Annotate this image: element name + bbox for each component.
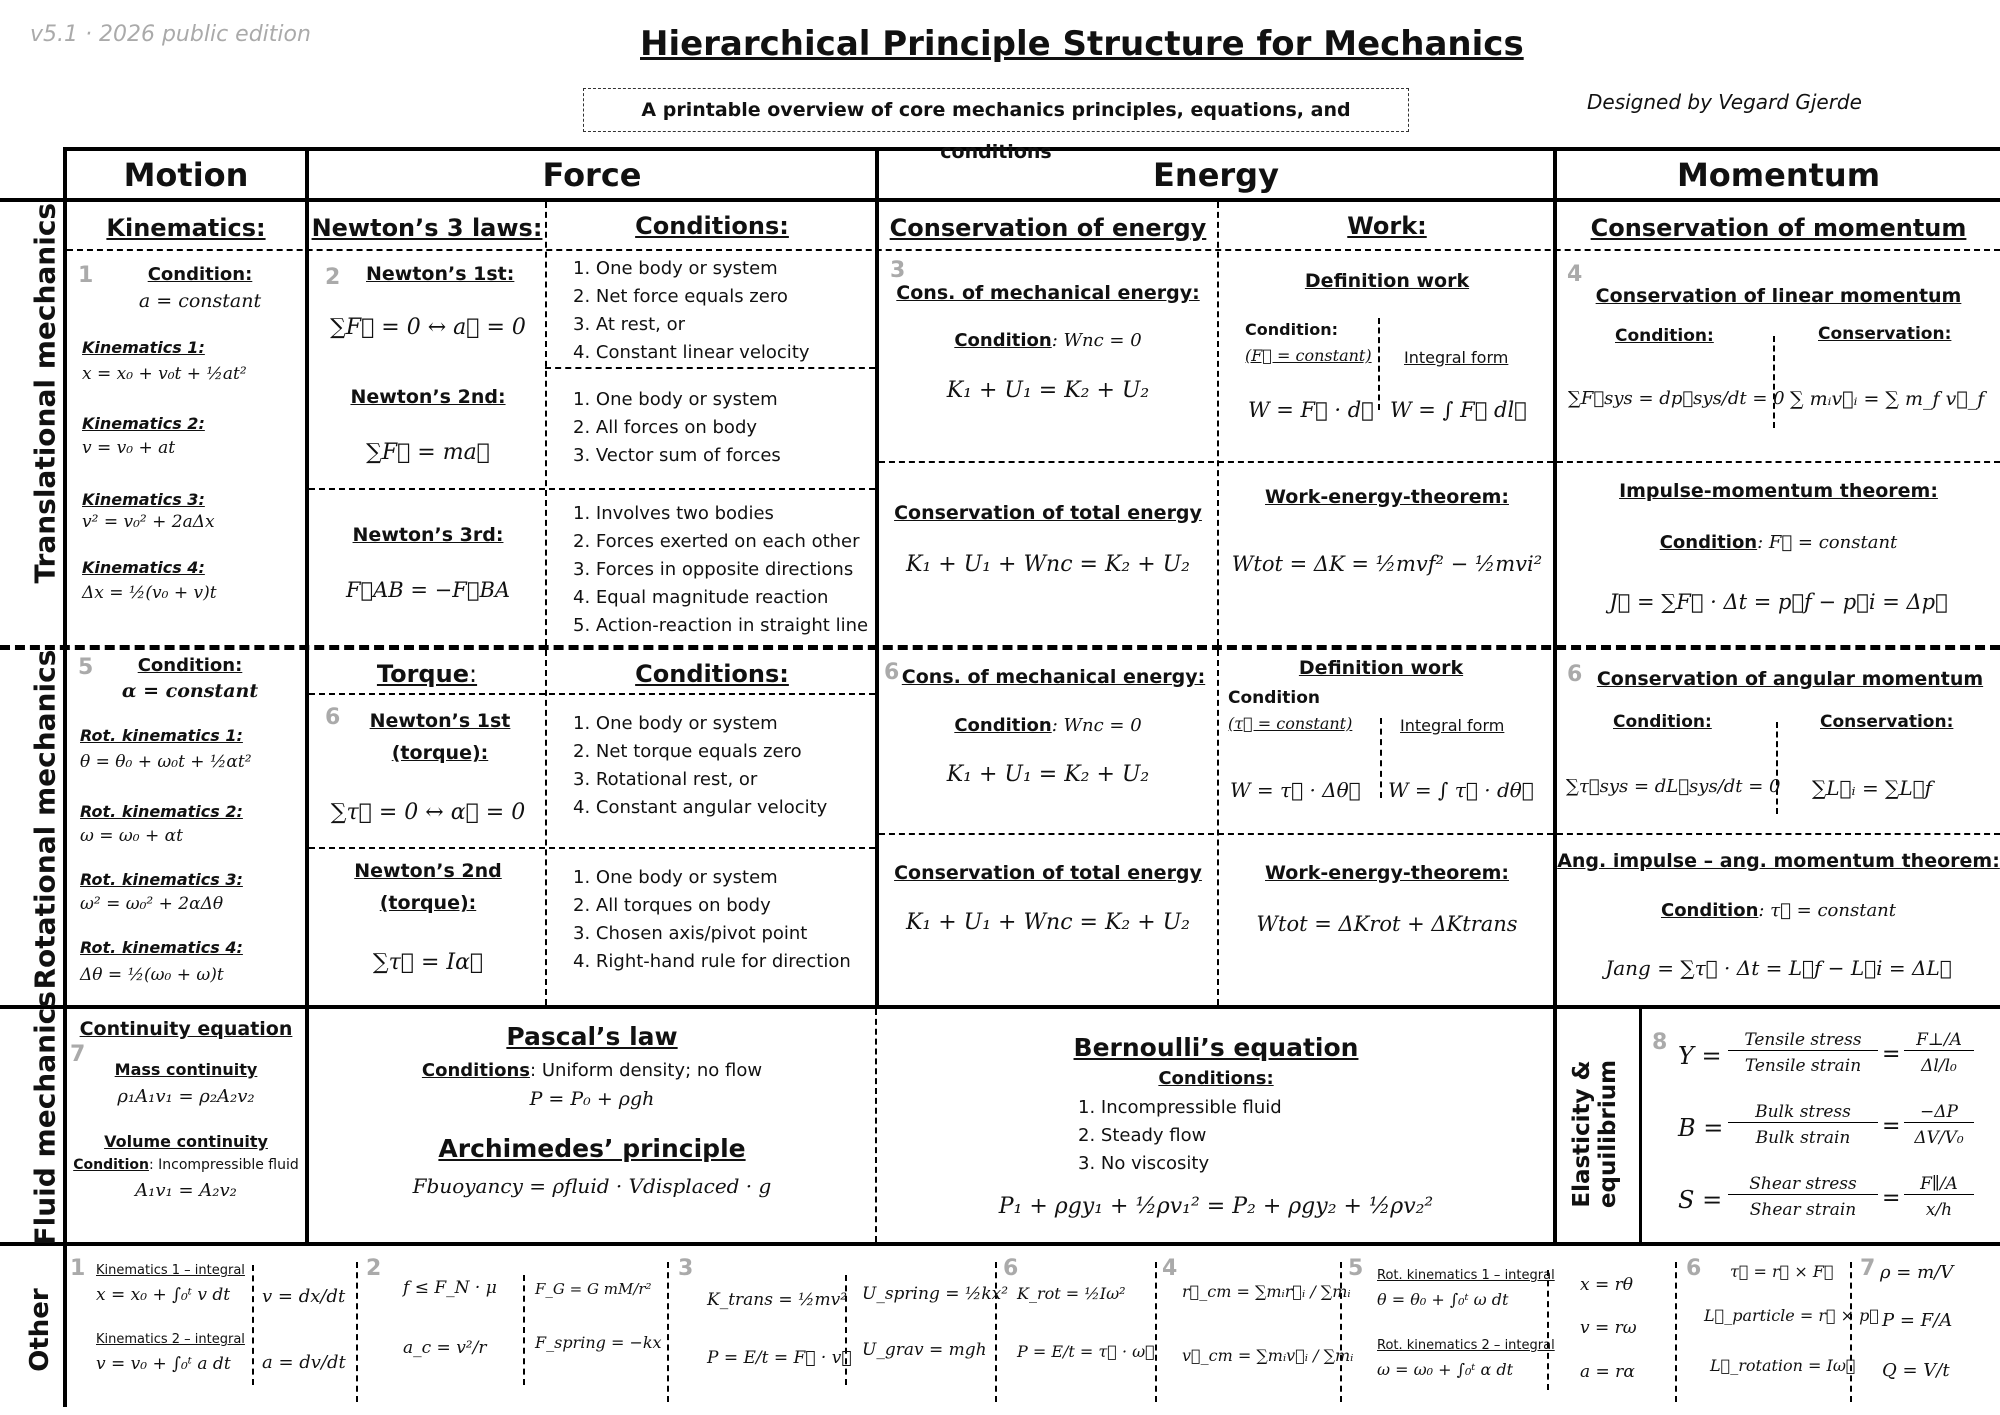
ang-momentum-title: Conservation of angular momentum — [1596, 668, 1984, 690]
box-number: 8 — [1652, 1030, 1668, 1055]
vol-continuity-title: Volume continuity — [104, 1132, 268, 1151]
rotkin4-label: Rot. kinematics 4: — [80, 938, 243, 957]
spring-force-eq: F_spring = −kx — [535, 1333, 662, 1352]
ang-impulse-cond: Condition: τ⃗ = constant — [1660, 900, 1897, 921]
kin2-integral-eq: v = v₀ + ∫₀ᵗ a dt — [96, 1354, 231, 1374]
row-elasticity: Elasticity & equilibrium — [1569, 1059, 1621, 1209]
kin3-label: Kinematics 3: — [82, 490, 205, 509]
kin4-label: Kinematics 4: — [82, 558, 205, 577]
kin1-integral-eq: x = x₀ + ∫₀ᵗ v dt — [96, 1285, 231, 1305]
page-title: Hierarchical Principle Structure for Mechanics — [640, 24, 1524, 64]
box-number: 6 — [884, 660, 900, 685]
ang-mom-rotation-eq: L⃗_rotation = Iω⃗ — [1710, 1356, 1856, 1375]
box-number: 5 — [78, 655, 94, 680]
box-number: 7 — [1860, 1256, 1876, 1281]
archimedes-title: Archimedes’ principle — [438, 1134, 746, 1163]
mom-cons-eq: ∑ mᵢv⃗ᵢ = ∑ m_f v⃗_f — [1790, 388, 1985, 410]
work-cond: (F⃗ = constant) — [1245, 346, 1372, 365]
rot-wet-eq: Wtot = ΔKrot + ΔKtrans — [1256, 912, 1518, 936]
list-item: 2. Steady flow — [1078, 1125, 1207, 1146]
rot-work-eq2: W = ∫ τ⃗ · dθ⃗ — [1388, 778, 1534, 802]
list-item: 3. Forces in opposite directions — [573, 559, 854, 580]
list-item: 1. One body or system — [573, 713, 778, 734]
vol-continuity-eq: A₁v₁ = A₂v₂ — [135, 1180, 237, 1201]
mech-energy-cond: Condition: Wnc = 0 — [954, 330, 1142, 351]
cm-position-eq: r⃗_cm = ∑mᵢr⃗ᵢ / ∑mᵢ — [1182, 1282, 1351, 1301]
bernoulli-title: Bernoulli’s equation — [1073, 1033, 1359, 1062]
subtitle: A printable overview of core mechanics principles, equations, and conditions — [641, 99, 1351, 163]
box-number: 2 — [325, 265, 341, 290]
list-item: 3. At rest, or — [573, 314, 686, 335]
conditions-second-list — [573, 386, 781, 470]
wet-title: Work-energy-theorem: — [1265, 486, 1509, 508]
bulk-modulus-eq: B = Bulk stress Bulk strain = −ΔP ΔV/V₀ — [1678, 1100, 1994, 1156]
newton1-label: Newton’s 1st: — [366, 263, 515, 285]
list-item: 1. Incompressible fluid — [1078, 1097, 1282, 1118]
box-number: 6 — [1686, 1256, 1702, 1281]
density-eq: ρ = m/V — [1880, 1262, 1954, 1283]
work-cond-label: Condition: — [1245, 320, 1338, 339]
box-number: 7 — [70, 1042, 86, 1067]
work-title: Work: — [1347, 212, 1427, 240]
pascal-eq: P = P₀ + ρgh — [529, 1088, 655, 1110]
box-number: 5 — [1348, 1256, 1364, 1281]
lin-momentum-title: Conservation of linear momentum — [1595, 285, 1962, 307]
box-number: 6 — [1003, 1256, 1019, 1281]
kinematics-title: Kinematics: — [106, 214, 266, 242]
newton-title: Newton’s 3 laws: — [311, 214, 543, 242]
box-number: 4 — [1567, 262, 1583, 287]
ang-cons-label: Conservation: — [1820, 712, 1954, 732]
cm-velocity-eq: v⃗_cm = ∑mᵢv⃗ᵢ / ∑mᵢ — [1182, 1346, 1354, 1365]
list-item: 3. Rotational rest, or — [573, 769, 758, 790]
impulse-cond: Condition: F⃗ = constant — [1659, 532, 1898, 553]
rot-total-energy-title: Conservation of total energy — [894, 862, 1202, 884]
tangential-a-eq: a = rα — [1580, 1362, 1635, 1382]
conditions-title: Conditions: — [635, 212, 789, 240]
centripetal-eq: a_c = v²/r — [403, 1338, 487, 1358]
list-item: 1. One body or system — [573, 258, 778, 279]
rotkin2-label: Rot. kinematics 2: — [80, 802, 243, 821]
rot-power-eq: P = E/t = τ⃗ · ω⃗ — [1017, 1342, 1155, 1361]
torque1-label: Newton’s 1st — [369, 710, 511, 732]
rot-total-energy-eq: K₁ + U₁ + Wnc = K₂ + U₂ — [905, 910, 1190, 935]
integral-label: Integral form — [1404, 348, 1509, 367]
list-item: 4. Constant angular velocity — [573, 797, 828, 818]
torque-title: Torque: — [376, 660, 478, 688]
bernoulli-conds-list — [1078, 1094, 1282, 1178]
young-modulus-eq: Y = Tensile stress Tensile strain = F⊥/A Δl/l₀ — [1678, 1028, 1994, 1084]
rot-integral-label: Integral form — [1400, 716, 1505, 735]
list-item: 4. Constant linear velocity — [573, 342, 810, 363]
list-item: 2. All torques on body — [573, 895, 771, 916]
conditions-first-list — [573, 255, 810, 367]
rotkin3-label: Rot. kinematics 3: — [80, 870, 243, 889]
rotkin3-eq: ω² = ω₀² + 2αΔθ — [80, 894, 224, 914]
tangential-v-eq: v = rω — [1580, 1318, 1637, 1338]
col-momentum: Momentum — [1676, 156, 1881, 194]
kin4-eq: Δx = ½(v₀ + v)t — [82, 583, 217, 603]
energy-title: Conservation of energy — [889, 214, 1207, 242]
mom-cond-eq: ∑F⃗sys = dp⃗sys/dt = 0 — [1568, 388, 1785, 409]
work-eq1: W = F⃗ · d⃗ — [1248, 398, 1374, 422]
mech-energy-eq: K₁ + U₁ = K₂ + U₂ — [946, 378, 1150, 403]
list-item: 2. Net force equals zero — [573, 286, 788, 307]
torque2-sub: (torque): — [379, 892, 477, 914]
kin1-label: Kinematics 1: — [82, 338, 205, 357]
list-item: 4. Right-hand rule for direction — [573, 951, 851, 972]
bernoulli-eq: P₁ + ρgy₁ + ½ρv₁² = P₂ + ρgy₂ + ½ρv₂² — [998, 1194, 1434, 1219]
rotkin2-eq: ω = ω₀ + αt — [80, 826, 183, 846]
rot-conditions-title: Conditions: — [635, 660, 789, 688]
rot-conditions-second-list — [573, 864, 851, 976]
archimedes-eq: Fbuoyancy = ρfluid · Vdisplaced · g — [412, 1174, 772, 1198]
impulse-eq: J⃗ = ∑F⃗ · Δt = p⃗f − p⃗i = Δp⃗ — [1609, 590, 1948, 614]
v-deriv-eq: v = dx/dt — [262, 1286, 346, 1307]
col-energy: Energy — [1153, 156, 1279, 194]
total-energy-eq: K₁ + U₁ + Wnc = K₂ + U₂ — [905, 552, 1190, 577]
pascal-title: Pascal’s law — [506, 1022, 678, 1051]
list-item: 3. No viscosity — [1078, 1153, 1210, 1174]
rot-def-work-title: Definition work — [1298, 657, 1464, 679]
kinetic-trans-eq: K_trans = ½mv² — [707, 1290, 848, 1310]
box-number: 4 — [1162, 1256, 1178, 1281]
impulse-title: Impulse-momentum theorem: — [1619, 480, 1938, 502]
def-work-title: Definition work — [1304, 270, 1470, 292]
kinetic-rot-eq: K_rot = ½Iω² — [1017, 1284, 1126, 1303]
mass-continuity-eq: ρ₁A₁v₁ = ρ₂A₂v₂ — [117, 1086, 255, 1107]
box-number: 3 — [678, 1256, 694, 1281]
torque1-eq: ∑τ⃗ = 0 ↔ α⃗ = 0 — [330, 800, 526, 825]
rot-mech-energy-cond: Condition: Wnc = 0 — [954, 715, 1142, 736]
newton2-label: Newton’s 2nd: — [350, 386, 506, 408]
arc-length-eq: x = rθ — [1580, 1275, 1634, 1295]
rot-work-cond: (τ⃗ = constant) — [1228, 714, 1353, 733]
friction-eq: f ≤ F_N · μ — [403, 1278, 497, 1298]
newton3-label: Newton’s 3rd: — [352, 524, 504, 546]
list-item: 1. One body or system — [573, 389, 778, 410]
kin2-eq: v = v₀ + at — [82, 438, 176, 458]
bernoulli-cond-title: Conditions: — [1158, 1068, 1274, 1089]
ang-mom-particle-eq: L⃗_particle = r⃗ × p⃗ — [1704, 1306, 1879, 1325]
newton1-eq: ∑F⃗ = 0 ↔ a⃗ = 0 — [330, 315, 526, 340]
continuity-title: Continuity equation — [79, 1018, 293, 1040]
row-other: Other — [25, 1288, 55, 1372]
newton3-eq: F⃗AB = −F⃗BA — [345, 578, 511, 602]
row-translational: Translational mechanics — [28, 202, 62, 584]
box-number: 6 — [325, 705, 341, 730]
mom-cons-label: Conservation: — [1818, 324, 1952, 344]
mass-continuity-title: Mass continuity — [114, 1060, 258, 1079]
list-item: 2. Forces exerted on each other — [573, 531, 860, 552]
box-number: 6 — [1567, 662, 1583, 687]
col-motion: Motion — [123, 156, 249, 194]
box-number: 3 — [890, 258, 906, 283]
rot-work-cond-label: Condition — [1228, 688, 1320, 708]
conditions-third-list — [573, 500, 868, 640]
kin1-integral-label: Kinematics 1 – integral — [96, 1263, 245, 1278]
torque2-label: Newton’s 2nd — [354, 860, 502, 882]
rot-mech-energy-eq: K₁ + U₁ = K₂ + U₂ — [946, 762, 1150, 787]
box-number: 1 — [70, 1256, 86, 1281]
spring-energy-eq: U_spring = ½kx² — [862, 1284, 1009, 1304]
kin2-label: Kinematics 2: — [82, 414, 205, 433]
rotkin1-eq: θ = θ₀ + ω₀t + ½αt² — [80, 752, 252, 772]
rot-conditions-first-list — [573, 710, 827, 822]
kin3-eq: v² = v₀² + 2aΔx — [82, 512, 215, 532]
kin1-eq: x = x₀ + v₀t + ½at² — [82, 364, 247, 384]
list-item: 2. Net torque equals zero — [573, 741, 802, 762]
author: Designed by Vegard Gjerde — [1587, 90, 1862, 114]
col-force: Force — [542, 156, 642, 194]
torque-def-eq: τ⃗ = r⃗ × F⃗ — [1730, 1262, 1834, 1281]
power-eq: P = E/t = F⃗ · v⃗ — [707, 1348, 852, 1368]
mech-energy-title: Cons. of mechanical energy: — [896, 282, 1200, 304]
list-item: 4. Equal magnitude reaction — [573, 587, 829, 608]
work-eq2: W = ∫ F⃗ dl⃗ — [1390, 398, 1527, 422]
rot-wet-title: Work-energy-theorem: — [1265, 862, 1509, 884]
total-energy-title: Conservation of total energy — [894, 502, 1202, 524]
rot-condition-label: Condition: — [137, 655, 243, 676]
wet-eq: Wtot = ΔK = ½mvf² − ½mvi² — [1231, 552, 1543, 576]
flow-rate-eq: Q = V/t — [1882, 1360, 1950, 1381]
kin-condition: a = constant — [138, 290, 262, 312]
mom-cond-label: Condition: — [1615, 326, 1714, 346]
subtitle-box — [583, 88, 1409, 163]
momentum-title: Conservation of momentum — [1590, 214, 1967, 242]
rotkin2-integral-label: Rot. kinematics 2 – integral — [1377, 1338, 1555, 1353]
grav-energy-eq: U_grav = mgh — [862, 1340, 987, 1360]
newton2-eq: ∑F⃗ = ma⃗ — [366, 440, 490, 465]
rotkin1-label: Rot. kinematics 1: — [80, 726, 243, 745]
rot-work-eq1: W = τ⃗ · Δθ⃗ — [1230, 778, 1361, 802]
torque2-eq: ∑τ⃗ = Iα⃗ — [372, 950, 484, 975]
list-item: 3. Vector sum of forces — [573, 445, 781, 466]
ang-impulse-eq: Jang = ∑τ⃗ · Δt = L⃗f − L⃗i = ΔL⃗ — [1605, 956, 1952, 980]
rotkin4-eq: Δθ = ½(ω₀ + ω)t — [80, 965, 224, 985]
kin-condition-label: Condition: — [147, 264, 253, 285]
ang-impulse-title: Ang. impulse – ang. momentum theorem: — [1557, 850, 2000, 872]
list-item: 1. One body or system — [573, 867, 778, 888]
ang-cons-eq: ∑L⃗ᵢ = ∑L⃗f — [1812, 776, 1933, 800]
rotkin2-integral-eq: ω = ω₀ + ∫₀ᵗ α dt — [1377, 1360, 1514, 1379]
ang-cond-eq: ∑τ⃗sys = dL⃗sys/dt = 0 — [1566, 776, 1781, 797]
rot-mech-energy-title: Cons. of mechanical energy: — [901, 666, 1206, 688]
kin2-integral-label: Kinematics 2 – integral — [96, 1332, 245, 1347]
row-rotational: Rotational mechanics — [28, 649, 62, 990]
box-number: 1 — [78, 263, 94, 288]
list-item: 3. Chosen axis/pivot point — [573, 923, 808, 944]
list-item: 2. All forces on body — [573, 417, 758, 438]
row-fluid: Fluid mechanics — [28, 991, 62, 1246]
vol-continuity-cond: Condition: Incompressible fluid — [73, 1157, 299, 1173]
list-item: 1. Involves two bodies — [573, 503, 774, 524]
gravity-eq: F_G = G mM/r² — [535, 1280, 652, 1298]
rotkin1-integral-label: Rot. kinematics 1 – integral — [1377, 1268, 1555, 1283]
a-deriv-eq: a = dv/dt — [262, 1352, 346, 1373]
torque1-sub: (torque): — [391, 742, 489, 764]
rot-condition: α = constant — [121, 680, 259, 702]
list-item: 5. Action-reaction in straight line — [573, 615, 869, 636]
pascal-cond: Conditions: Uniform density; no flow — [421, 1060, 763, 1081]
rotkin1-integral-eq: θ = θ₀ + ∫₀ᵗ ω dt — [1377, 1290, 1509, 1309]
shear-modulus-eq: S = Shear stress Shear strain = F∥/A x/h — [1678, 1172, 1994, 1228]
pressure-eq: P = F/A — [1882, 1310, 1953, 1331]
ang-cond-label: Condition: — [1613, 712, 1712, 732]
edition-label: v5.1 · 2026 public edition — [30, 22, 311, 47]
box-number: 2 — [366, 1256, 382, 1281]
